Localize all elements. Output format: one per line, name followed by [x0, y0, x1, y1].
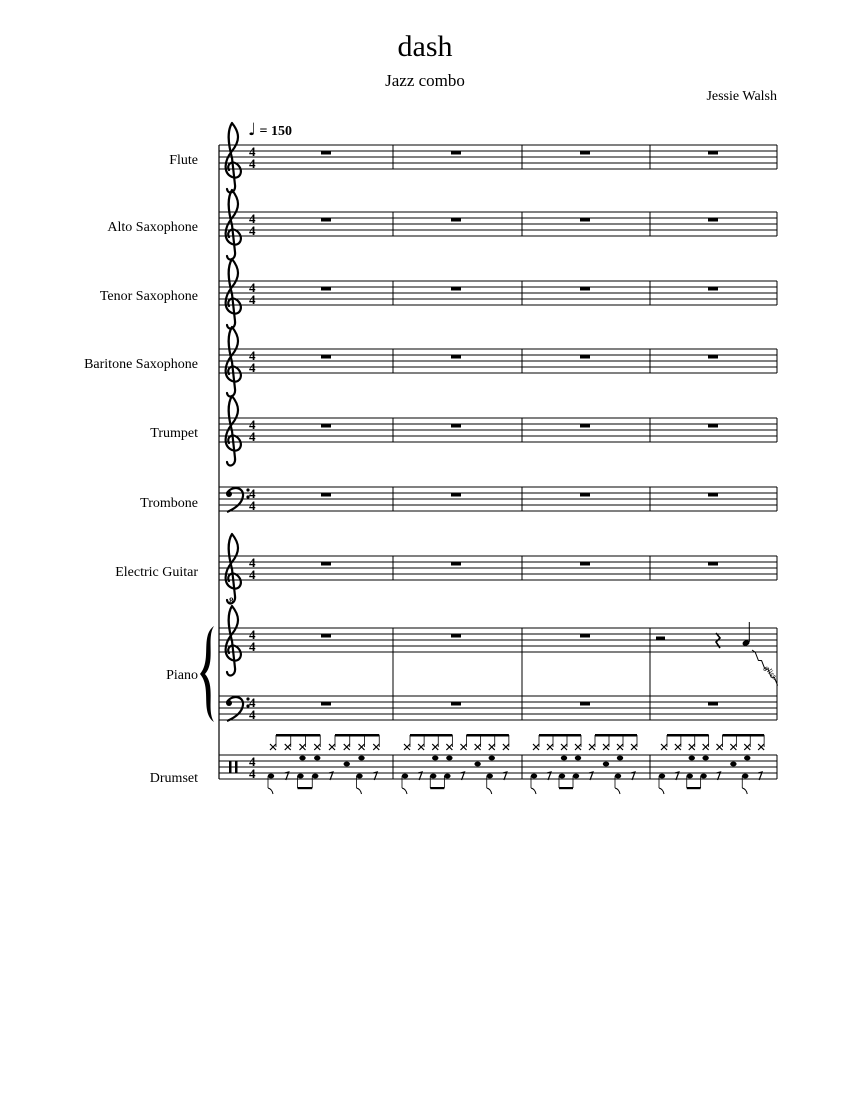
hihat-note	[661, 744, 667, 750]
whole-rest	[451, 634, 461, 638]
whole-rest	[321, 702, 331, 706]
time-signature-denominator: 4	[249, 292, 256, 307]
beam	[687, 787, 701, 789]
note-flag	[531, 788, 536, 794]
kick-note	[573, 774, 579, 779]
hihat-note	[270, 744, 276, 750]
whole-rest	[580, 287, 590, 291]
hihat-note	[359, 744, 365, 750]
time-signature-numerator: 4	[249, 144, 256, 159]
beam	[276, 734, 320, 737]
instrument-label-piano: Piano	[166, 668, 198, 683]
kick-note	[312, 774, 318, 779]
beam	[335, 734, 379, 737]
time-signature-numerator: 4	[249, 280, 256, 295]
hihat-note	[344, 744, 350, 750]
whole-rest	[321, 562, 331, 566]
instrument-label-trumpet: Trumpet	[150, 426, 198, 441]
treble-clef-icon	[226, 606, 241, 675]
score-subtitle: Jazz combo	[385, 71, 465, 90]
hihat-note	[703, 744, 709, 750]
beam	[667, 734, 709, 737]
hihat-note	[603, 744, 609, 750]
time-signature-numerator: 4	[249, 211, 256, 226]
whole-rest	[580, 424, 590, 428]
snare-note	[299, 756, 305, 761]
hihat-note	[631, 744, 637, 750]
half-rest	[656, 637, 665, 641]
whole-rest	[580, 218, 590, 222]
whole-rest	[451, 424, 461, 428]
hihat-note	[561, 744, 567, 750]
hihat-note	[373, 744, 379, 750]
hihat-note	[730, 744, 736, 750]
beam	[559, 787, 573, 789]
note-flag	[402, 788, 407, 794]
hihat-note	[675, 744, 681, 750]
hihat-note	[547, 744, 553, 750]
treble-clef-icon	[226, 190, 241, 259]
hihat-note	[461, 744, 467, 750]
hihat-note	[475, 744, 481, 750]
hihat-note	[589, 744, 595, 750]
instrument-label-flute: Flute	[169, 153, 198, 168]
whole-rest	[708, 218, 718, 222]
instrument-label-trombone: Trombone	[140, 496, 198, 511]
snare-note	[474, 762, 480, 767]
note-flag	[615, 788, 620, 794]
time-signature-numerator: 4	[249, 627, 256, 642]
whole-rest	[321, 151, 331, 155]
instrument-label-drumset: Drumset	[149, 771, 198, 786]
clef-octave-mark: 8	[229, 596, 234, 606]
time-signature-denominator: 4	[249, 567, 256, 582]
hihat-note	[314, 744, 320, 750]
score-title: dash	[397, 30, 453, 63]
beam	[410, 734, 452, 737]
time-signature-numerator: 4	[249, 555, 256, 570]
whole-rest	[321, 355, 331, 359]
time-signature-denominator: 4	[249, 639, 256, 654]
whole-rest	[708, 562, 718, 566]
hihat-note	[432, 744, 438, 750]
time-signature-denominator: 4	[249, 707, 256, 722]
whole-rest	[451, 493, 461, 497]
snare-note	[744, 756, 750, 761]
beam	[298, 787, 313, 789]
bass-clef-dot	[226, 491, 232, 497]
snare-note	[603, 762, 609, 767]
beam	[539, 734, 581, 737]
snare-note	[702, 756, 708, 761]
percussion-clef-icon	[229, 761, 232, 773]
beam	[595, 734, 637, 737]
kick-note	[687, 774, 693, 779]
snare-note	[344, 762, 350, 767]
treble-clef-icon	[226, 396, 241, 465]
kick-note	[444, 774, 450, 779]
hihat-note	[503, 744, 509, 750]
percussion-clef-icon	[235, 761, 238, 773]
hihat-note	[689, 744, 695, 750]
snare-note	[314, 756, 320, 761]
whole-rest	[708, 424, 718, 428]
whole-rest	[708, 151, 718, 155]
whole-rest	[708, 702, 718, 706]
time-signature-numerator: 4	[249, 417, 256, 432]
snare-note	[730, 762, 736, 767]
kick-note	[268, 774, 274, 779]
time-signature-denominator: 4	[249, 156, 256, 171]
hihat-note	[285, 744, 291, 750]
kick-note	[615, 774, 621, 779]
time-signature-denominator: 4	[249, 429, 256, 444]
whole-rest	[451, 562, 461, 566]
whole-rest	[451, 151, 461, 155]
whole-rest	[580, 151, 590, 155]
kick-note	[559, 774, 565, 779]
whole-rest	[321, 218, 331, 222]
hihat-note	[329, 744, 335, 750]
time-signature-numerator: 4	[249, 695, 256, 710]
snare-note	[575, 756, 581, 761]
hihat-note	[717, 744, 723, 750]
time-signature-numerator: 4	[249, 486, 256, 501]
quarter-note-icon: ♩	[248, 120, 257, 140]
time-signature-numerator: 4	[249, 348, 256, 363]
beam	[430, 787, 444, 789]
time-signature-denominator: 4	[249, 766, 256, 781]
whole-rest	[708, 493, 718, 497]
snare-note	[689, 756, 695, 761]
hihat-note	[404, 744, 410, 750]
beam	[467, 734, 509, 737]
whole-rest	[580, 562, 590, 566]
whole-rest	[580, 493, 590, 497]
instrument-label-alto-sax: Alto Saxophone	[107, 220, 198, 235]
treble-clef-icon	[226, 259, 241, 328]
whole-rest	[708, 287, 718, 291]
composer-name: Jessie Walsh	[706, 89, 777, 104]
hihat-note	[575, 744, 581, 750]
snare-note	[432, 756, 438, 761]
kick-note	[297, 774, 303, 779]
hihat-note	[744, 744, 750, 750]
whole-rest	[451, 218, 461, 222]
kick-note	[430, 774, 436, 779]
tempo-value: = 150	[259, 124, 293, 139]
treble-clef-icon	[226, 327, 241, 396]
hihat-note	[533, 744, 539, 750]
instrument-label-baritone-sax: Baritone Saxophone	[84, 357, 198, 372]
kick-note	[402, 774, 408, 779]
glissando-label: gliss.	[762, 663, 781, 683]
bass-clef-dot	[226, 700, 232, 706]
note-flag	[659, 788, 664, 794]
whole-rest	[321, 493, 331, 497]
whole-rest	[451, 702, 461, 706]
snare-note	[561, 756, 567, 761]
piano-brace-icon	[200, 626, 214, 722]
kick-note	[742, 774, 748, 779]
time-signature-denominator: 4	[249, 360, 256, 375]
note-flag	[268, 788, 273, 794]
kick-note	[700, 774, 706, 779]
hihat-note	[758, 744, 764, 750]
snare-note	[446, 756, 452, 761]
hihat-note	[300, 744, 306, 750]
time-signature-denominator: 4	[249, 223, 256, 238]
kick-note	[356, 774, 362, 779]
whole-rest	[451, 287, 461, 291]
kick-note	[531, 774, 537, 779]
kick-note	[659, 774, 665, 779]
whole-rest	[580, 355, 590, 359]
whole-rest	[451, 355, 461, 359]
note-flag	[357, 788, 362, 794]
instrument-label-tenor-sax: Tenor Saxophone	[99, 289, 198, 304]
whole-rest	[321, 424, 331, 428]
hihat-note	[446, 744, 452, 750]
beam	[723, 734, 765, 737]
time-signature-numerator: 4	[249, 754, 256, 769]
snare-note	[617, 756, 623, 761]
hihat-note	[418, 744, 424, 750]
time-signature-denominator: 4	[249, 498, 256, 513]
hihat-note	[489, 744, 495, 750]
whole-rest	[321, 634, 331, 638]
hihat-note	[617, 744, 623, 750]
whole-rest	[321, 287, 331, 291]
whole-rest	[580, 702, 590, 706]
instrument-label-electric-guitar: Electric Guitar	[115, 565, 198, 580]
snare-note	[358, 756, 364, 761]
whole-rest	[580, 634, 590, 638]
note-flag	[487, 788, 492, 794]
treble-clef-icon	[226, 534, 241, 603]
kick-note	[487, 774, 493, 779]
snare-note	[489, 756, 495, 761]
note-flag	[742, 788, 747, 794]
whole-rest	[708, 355, 718, 359]
treble-clef-icon	[226, 123, 241, 192]
